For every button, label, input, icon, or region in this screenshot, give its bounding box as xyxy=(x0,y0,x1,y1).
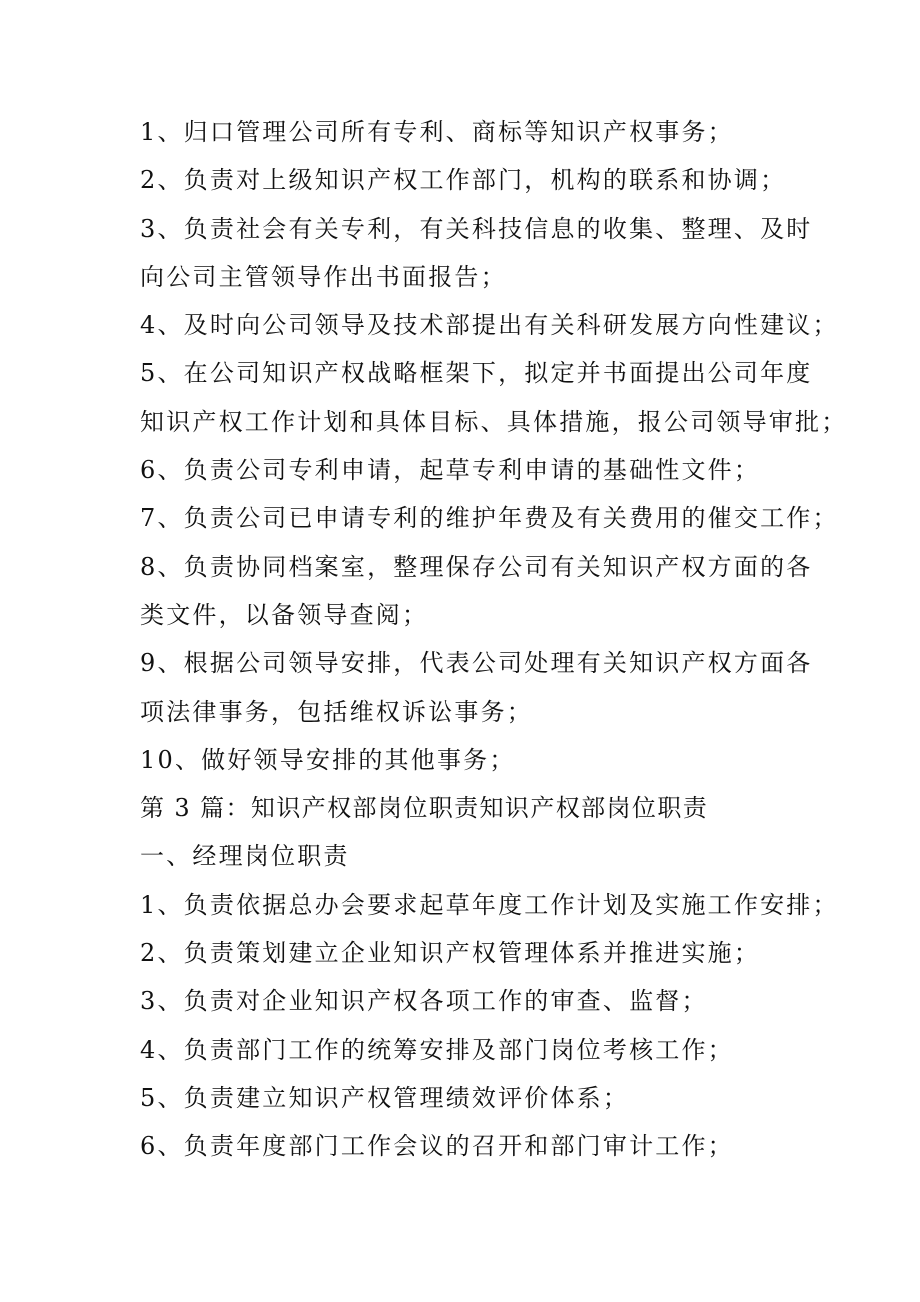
text-line: 向公司主管领导作出书面报告； xyxy=(140,262,507,291)
text-line: 2、负责对上级知识产权工作部门，机构的联系和协调； xyxy=(140,166,787,195)
text-line: 10、做好领导安排的其他事务； xyxy=(140,745,516,774)
section-heading: 第 3 篇：知识产权部岗位职责知识产权部岗位职责 xyxy=(140,794,709,823)
text-line: 知识产权工作计划和具体目标、具体措施，报公司领导审批； xyxy=(140,407,848,436)
text-line: 5、在公司知识产权战略框架下，拟定并书面提出公司年度 xyxy=(140,359,813,388)
text-line: 3、负责社会有关专利，有关科技信息的收集、整理、及时 xyxy=(140,214,813,243)
text-line: 5、负责建立知识产权管理绩效评价体系； xyxy=(140,1083,630,1112)
text-line: 7、负责公司已申请专利的维护年费及有关费用的催交工作； xyxy=(140,504,839,533)
text-line: 类文件，以备领导查阅； xyxy=(140,600,429,629)
document-body xyxy=(140,108,848,1171)
text-line: 项法律事务，包括维权诉讼事务； xyxy=(140,697,533,726)
text-line: 2、负责策划建立企业知识产权管理体系并推进实施； xyxy=(140,939,761,968)
text-line: 1、负责依据总办会要求起草年度工作计划及实施工作安排； xyxy=(140,890,839,919)
text-line: 8、负责协同档案室，整理保存公司有关知识产权方面的各 xyxy=(140,552,813,581)
subsection-heading: 一、经理岗位职责 xyxy=(140,842,350,871)
text-line: 4、负责部门工作的统筹安排及部门岗位考核工作； xyxy=(140,1035,734,1064)
text-line: 9、根据公司领导安排，代表公司处理有关知识产权方面各 xyxy=(140,649,813,678)
text-line: 6、负责公司专利申请，起草专利申请的基础性文件； xyxy=(140,456,761,485)
text-line: 6、负责年度部门工作会议的召开和部门审计工作； xyxy=(140,1132,734,1161)
text-line: 4、及时向公司领导及技术部提出有关科研发展方向性建议； xyxy=(140,311,839,340)
text-line: 1、归口管理公司所有专利、商标等知识产权事务； xyxy=(140,118,734,146)
text-line: 3、负责对企业知识产权各项工作的审查、监督； xyxy=(140,987,708,1016)
